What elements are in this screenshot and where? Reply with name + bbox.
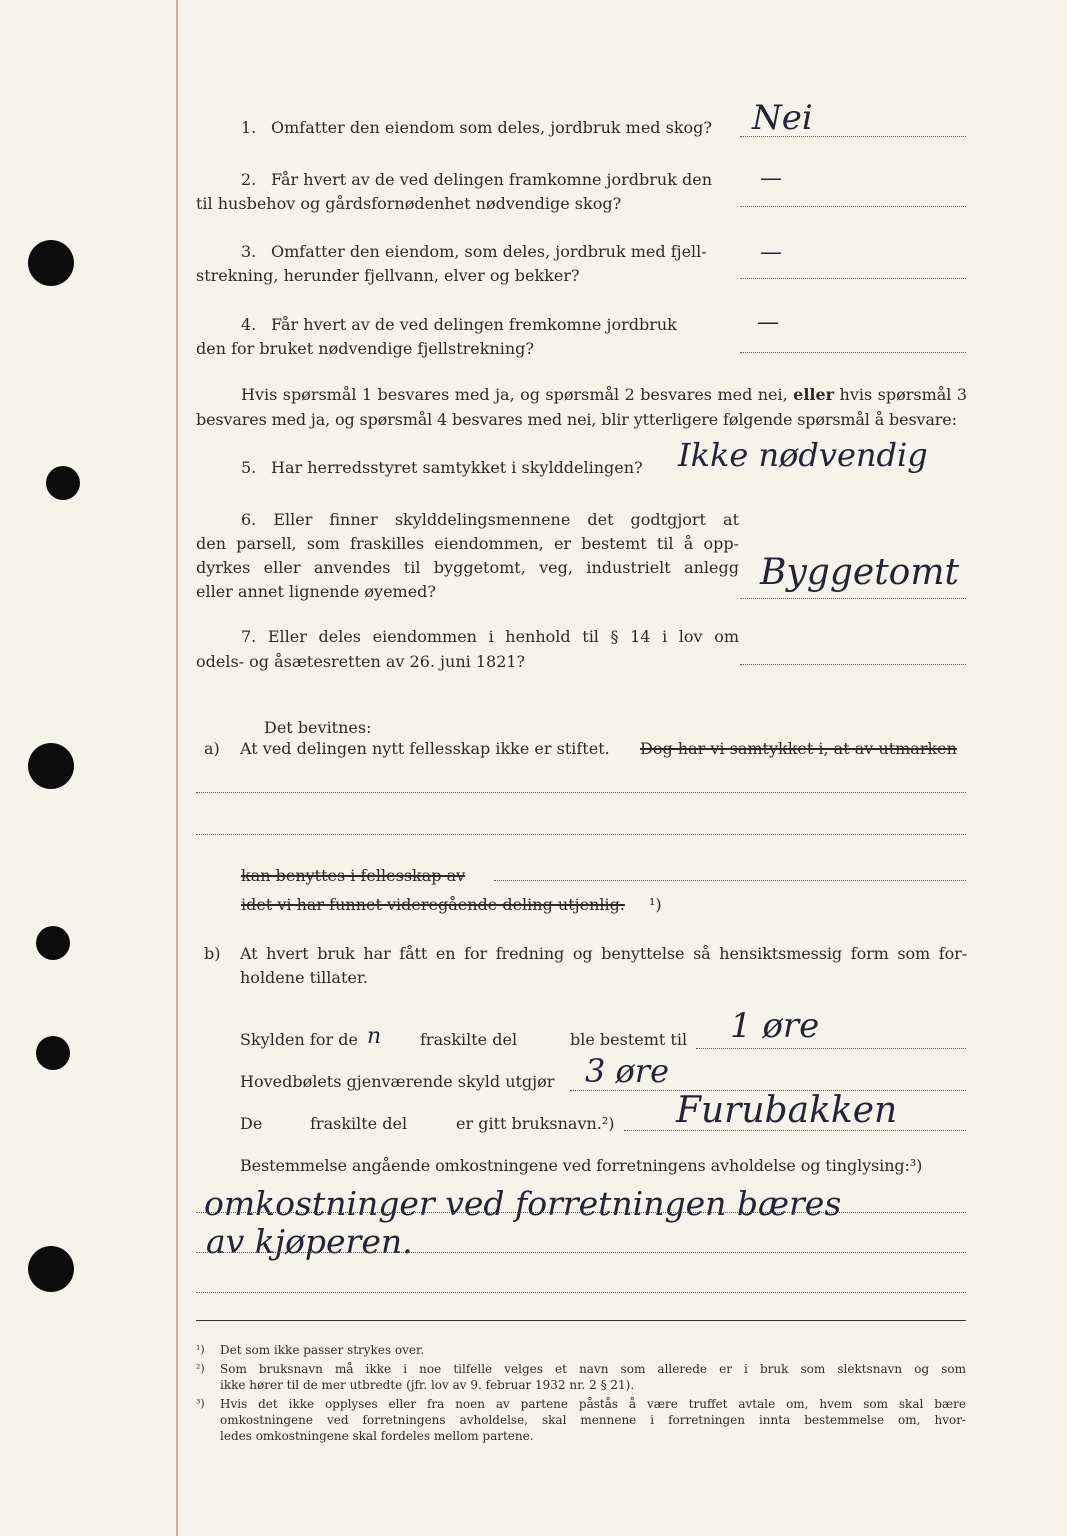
attest-a-struck-text-3: idet vi har funnet videregående deling utjenlig. <box>241 895 625 914</box>
q4-number: 4. <box>241 315 257 334</box>
attest-a-struck-text-2: kan benyttes i fellesskap av <box>241 866 466 885</box>
q5-answer: Ikke nødvendig <box>678 436 928 474</box>
attest-a-struck-text: Dog har vi samtykket i, at av utmarken <box>640 739 957 758</box>
q6-text-line2: den parsell, som fraskilles eiendommen, er bestemt til å opp- <box>196 534 739 553</box>
q3-answer-line <box>740 278 966 279</box>
q7-answer-line <box>740 664 966 665</box>
q7-number: 7. <box>241 627 257 646</box>
costs-hand-line2: av kjøperen. <box>206 1222 413 1261</box>
q1-text: Omfatter den eiendom som deles, jordbruk med skog? <box>271 118 712 137</box>
skyld-value2: 3 øre <box>585 1052 670 1090</box>
footnote-1-mark: ¹) <box>196 1343 205 1356</box>
skyld-value1-line <box>696 1048 966 1049</box>
q3-text-line2: strekning, herunder fjellvann, elver og bekker? <box>196 266 580 285</box>
footnote-2-mark: ²) <box>196 1362 205 1375</box>
q2-answer-line <box>740 206 966 207</box>
q6-answer: Byggetomt <box>760 552 959 593</box>
red-margin-line <box>176 0 178 1536</box>
footnote-1-text: Det som ikke passer strykes over. <box>220 1343 425 1357</box>
attest-b-line2: holdene tillater. <box>240 968 368 987</box>
q7-line1 <box>241 625 739 649</box>
footnote-2-line2: ikke hører til de mer utbredte (jfr. lov av 9. februar 1932 nr. 2 § 21). <box>220 1378 635 1392</box>
condition-line2: besvares med ja, og spørsmål 4 besvares med nei, blir ytterligere følgende spørsmål å besvare: <box>196 410 957 429</box>
costs-line-1 <box>196 1212 966 1213</box>
q7-text-line1: Eller deles eiendommen i henhold til § 14 i lov om <box>267 627 739 646</box>
skyld-label2: Hovedbølets gjenværende skyld utgjør <box>240 1072 555 1091</box>
q3-number: 3. <box>241 242 257 261</box>
skyld-label1-c: ble bestemt til <box>570 1030 688 1049</box>
q6-line1 <box>241 508 739 532</box>
punch-hole-icon <box>28 240 74 286</box>
q5-text: Har herredsstyret samtykket i skylddelingen? <box>271 458 643 477</box>
q5-number: 5. <box>241 458 257 477</box>
condition-text-b: hvis spørsmål 3 <box>839 385 967 404</box>
footnote-2-line1: Som bruksnavn må ikke i noe tilfelle velges et navn som allerede er i bruk som slektsnavn og som <box>220 1362 966 1376</box>
attest-blank-line-1 <box>196 792 966 793</box>
footnote-3-line3: ledes omkostningene skal fordeles mellom partene. <box>220 1429 534 1443</box>
footnote-3-line1: Hvis det ikke opplyses eller fra noen av partene påstås å være truffet avtale om, hvem som skal bære <box>220 1397 966 1411</box>
punch-hole-icon <box>36 1036 70 1070</box>
skyld-label3-b: fraskilte del <box>310 1114 408 1133</box>
footnote-3-mark: ³) <box>196 1397 205 1410</box>
costs-line-3 <box>196 1292 966 1293</box>
q4-answer: — <box>757 310 779 335</box>
punch-hole-icon <box>36 926 70 960</box>
costs-label: Bestemmelse angående omkostningene ved forretningens avholdelse og tinglysing:³) <box>240 1156 923 1175</box>
skyld-label1-hand: n <box>367 1024 382 1049</box>
q2-text-line2: til husbehov og gårdsfornødenhet nødvendige skog? <box>196 194 622 213</box>
footnote-rule <box>196 1320 966 1321</box>
attest-a-label: a) <box>204 739 220 758</box>
skyld-label1-b: fraskilte del <box>420 1030 518 1049</box>
attest-b-line1: At hvert bruk har fått en for fredning og benyttelse så hensiktsmessig form som for- <box>240 944 967 963</box>
q1-number: 1. <box>241 118 257 137</box>
q4-text-line1: Får hvert av de ved delingen fremkomne jordbruk <box>271 315 677 334</box>
q6-text-line3: dyrkes eller anvendes til byggetomt, veg, industrielt anlegg <box>196 558 739 577</box>
q3-answer: — <box>760 240 782 265</box>
skyld-value3: Furubakken <box>676 1090 898 1131</box>
costs-line-2 <box>196 1252 966 1253</box>
skyld-value1: 1 øre <box>730 1006 820 1046</box>
q6-text-line1: Eller finner skylddelingsmennene det godtgjort at <box>273 510 739 529</box>
condition-eller: eller <box>793 385 835 404</box>
punch-hole-icon <box>46 466 80 500</box>
attest-a-struck-line <box>494 880 966 881</box>
punch-hole-icon <box>28 743 74 789</box>
q6-text-line4: eller annet lignende øyemed? <box>196 582 436 601</box>
q3-text-line1: Omfatter den eiendom, som deles, jordbruk med fjell- <box>271 242 707 261</box>
footnote-3-line2: omkostningene ved forretningens avholdelse, skal mennene i forretningen innta bestemmelse om, hvor- <box>220 1413 966 1427</box>
q2-answer: — <box>760 166 782 191</box>
q6-number: 6. <box>241 510 257 529</box>
costs-hand-line1: omkostninger ved forretningen bæres <box>204 1184 842 1223</box>
attest-a-text: At ved delingen nytt fellesskap ikke er stiftet. <box>240 739 610 758</box>
q2-number: 2. <box>241 170 257 189</box>
attest-b-label: b) <box>204 944 221 963</box>
skyld-label1: Skylden for de <box>240 1030 358 1049</box>
condition-text-a: Hvis spørsmål 1 besvares med ja, og spørsmål 2 besvares med nei, <box>241 385 788 404</box>
attest-heading: Det bevitnes: <box>264 718 372 737</box>
q6-answer-line <box>740 598 966 599</box>
attest-a-footnote-ref: ¹) <box>649 895 662 914</box>
attest-blank-line-2 <box>196 834 966 835</box>
condition-line1 <box>241 383 967 407</box>
skyld-label3-a: De <box>240 1114 263 1133</box>
q2-text-line1: Får hvert av de ved delingen framkomne jordbruk den <box>271 170 713 189</box>
q7-text-line2: odels- og åsætesretten av 26. juni 1821? <box>196 652 526 671</box>
punch-hole-icon <box>28 1246 74 1292</box>
q4-answer-line <box>740 352 966 353</box>
q1-answer: Nei <box>752 98 813 138</box>
q4-text-line2: den for bruket nødvendige fjellstrekning? <box>196 339 534 358</box>
skyld-label3-c: er gitt bruksnavn.²) <box>456 1114 615 1133</box>
